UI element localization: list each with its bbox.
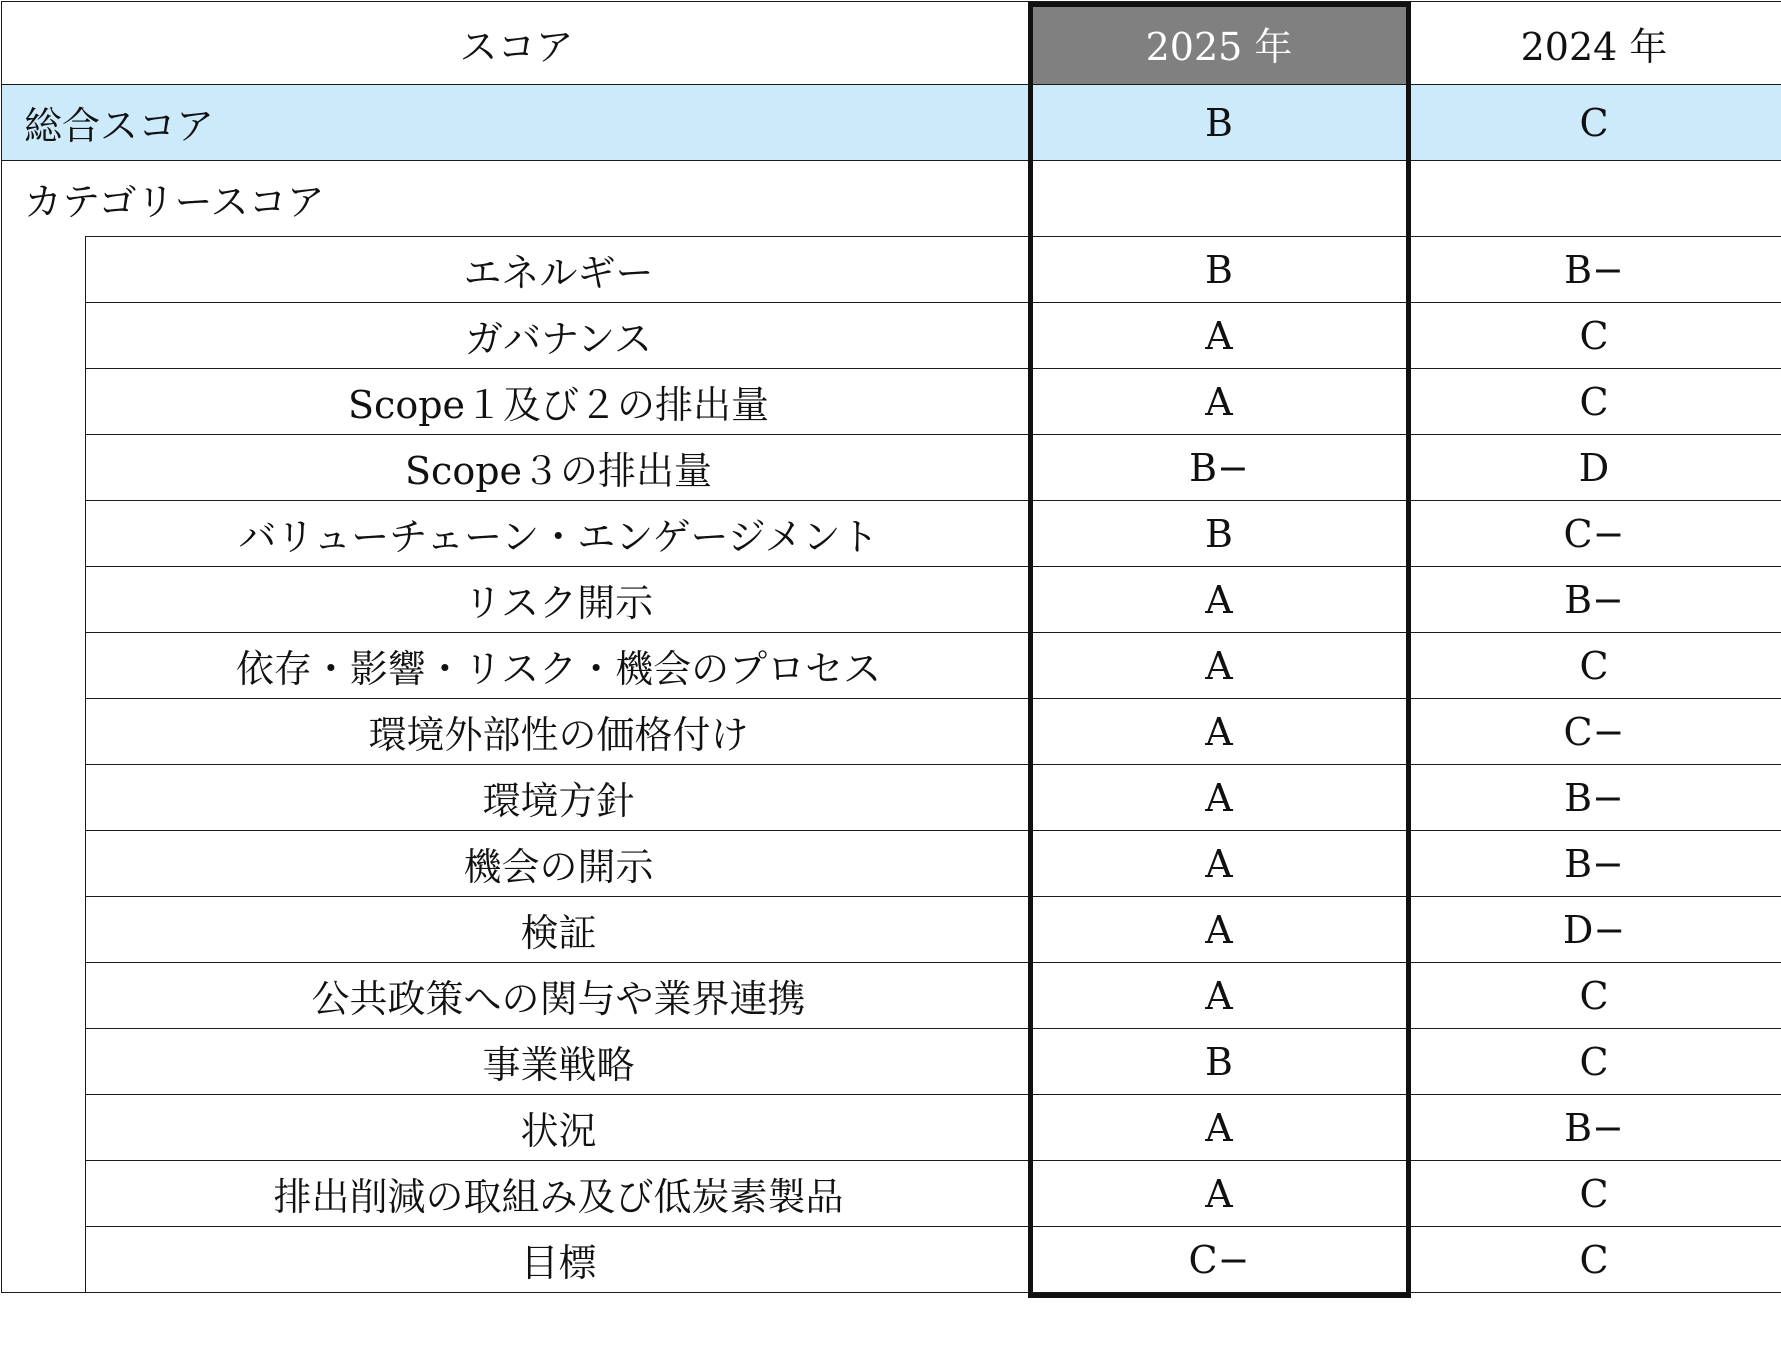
category-row xyxy=(2,369,1781,435)
category-indent xyxy=(2,1227,86,1293)
category-label: 公共政策への関与や業界連携 xyxy=(86,963,1032,1029)
category-current-score: B xyxy=(1032,237,1407,303)
category-previous-score: B− xyxy=(1407,831,1781,897)
category-row xyxy=(2,831,1781,897)
category-indent xyxy=(2,435,86,501)
header-row xyxy=(2,2,1781,85)
category-row xyxy=(2,699,1781,765)
category-indent xyxy=(2,963,86,1029)
category-current-score: A xyxy=(1032,1161,1407,1227)
category-previous-score: B− xyxy=(1407,765,1781,831)
category-label: Scope３の排出量 xyxy=(86,435,1032,501)
category-label: 依存・影響・リスク・機会のプロセス xyxy=(86,633,1032,699)
category-label: 目標 xyxy=(86,1227,1032,1293)
category-indent xyxy=(2,831,86,897)
category-previous-score: B− xyxy=(1407,237,1781,303)
category-current-score: C− xyxy=(1032,1227,1407,1293)
category-row xyxy=(2,1095,1781,1161)
score-comparison-table xyxy=(1,1,1781,1293)
previous-year-header: 2024 年 xyxy=(1407,2,1781,85)
category-previous-score: D− xyxy=(1407,897,1781,963)
overall-current-score: B xyxy=(1032,85,1407,161)
category-indent xyxy=(2,1029,86,1095)
category-indent xyxy=(2,501,86,567)
category-indent xyxy=(2,897,86,963)
category-row xyxy=(2,1029,1781,1095)
category-row xyxy=(2,633,1781,699)
category-row xyxy=(2,237,1781,303)
score-column-header: スコア xyxy=(2,2,1032,85)
category-previous-score: C− xyxy=(1407,501,1781,567)
category-indent xyxy=(2,567,86,633)
category-section-previous-empty xyxy=(1407,161,1781,237)
category-current-score: A xyxy=(1032,831,1407,897)
category-current-score: B xyxy=(1032,1029,1407,1095)
overall-previous-score: C xyxy=(1407,85,1781,161)
category-current-score: A xyxy=(1032,633,1407,699)
category-previous-score: C− xyxy=(1407,699,1781,765)
category-label: リスク開示 xyxy=(86,567,1032,633)
category-current-score: A xyxy=(1032,567,1407,633)
category-label: エネルギー xyxy=(86,237,1032,303)
current-year-header: 2025 年 xyxy=(1032,2,1407,85)
category-indent xyxy=(2,237,86,303)
category-label: 機会の開示 xyxy=(86,831,1032,897)
category-current-score: A xyxy=(1032,303,1407,369)
category-indent xyxy=(2,1161,86,1227)
category-label: 排出削減の取組み及び低炭素製品 xyxy=(86,1161,1032,1227)
category-previous-score: C xyxy=(1407,303,1781,369)
category-previous-score: C xyxy=(1407,1161,1781,1227)
table-body xyxy=(2,2,1781,1293)
category-current-score: A xyxy=(1032,765,1407,831)
category-current-score: A xyxy=(1032,1095,1407,1161)
category-label: ガバナンス xyxy=(86,303,1032,369)
category-previous-score: C xyxy=(1407,633,1781,699)
category-indent xyxy=(2,633,86,699)
category-current-score: B− xyxy=(1032,435,1407,501)
category-current-score: A xyxy=(1032,369,1407,435)
category-row xyxy=(2,1227,1781,1293)
category-label: バリューチェーン・エンゲージメント xyxy=(86,501,1032,567)
category-previous-score: B− xyxy=(1407,567,1781,633)
category-row xyxy=(2,897,1781,963)
category-row xyxy=(2,501,1781,567)
category-row xyxy=(2,303,1781,369)
category-label: Scope１及び２の排出量 xyxy=(86,369,1032,435)
category-row xyxy=(2,963,1781,1029)
overall-score-row xyxy=(2,85,1781,161)
category-current-score: A xyxy=(1032,897,1407,963)
category-row xyxy=(2,1161,1781,1227)
category-label: 事業戦略 xyxy=(86,1029,1032,1095)
category-previous-score: B− xyxy=(1407,1095,1781,1161)
category-section-current-empty xyxy=(1032,161,1407,237)
category-label: 状況 xyxy=(86,1095,1032,1161)
category-previous-score: C xyxy=(1407,963,1781,1029)
category-row xyxy=(2,435,1781,501)
category-current-score: A xyxy=(1032,699,1407,765)
category-section-row xyxy=(2,161,1781,237)
category-previous-score: D xyxy=(1407,435,1781,501)
overall-score-label: 総合スコア xyxy=(2,85,1032,161)
category-current-score: A xyxy=(1032,963,1407,1029)
category-indent xyxy=(2,699,86,765)
category-row xyxy=(2,567,1781,633)
category-previous-score: C xyxy=(1407,369,1781,435)
category-previous-score: C xyxy=(1407,1029,1781,1095)
category-current-score: B xyxy=(1032,501,1407,567)
category-indent xyxy=(2,765,86,831)
category-previous-score: C xyxy=(1407,1227,1781,1293)
category-label: 検証 xyxy=(86,897,1032,963)
category-indent xyxy=(2,1095,86,1161)
category-label: 環境方針 xyxy=(86,765,1032,831)
category-indent xyxy=(2,303,86,369)
category-indent xyxy=(2,369,86,435)
category-label: 環境外部性の価格付け xyxy=(86,699,1032,765)
category-section-label: カテゴリースコア xyxy=(2,161,1032,237)
category-row xyxy=(2,765,1781,831)
